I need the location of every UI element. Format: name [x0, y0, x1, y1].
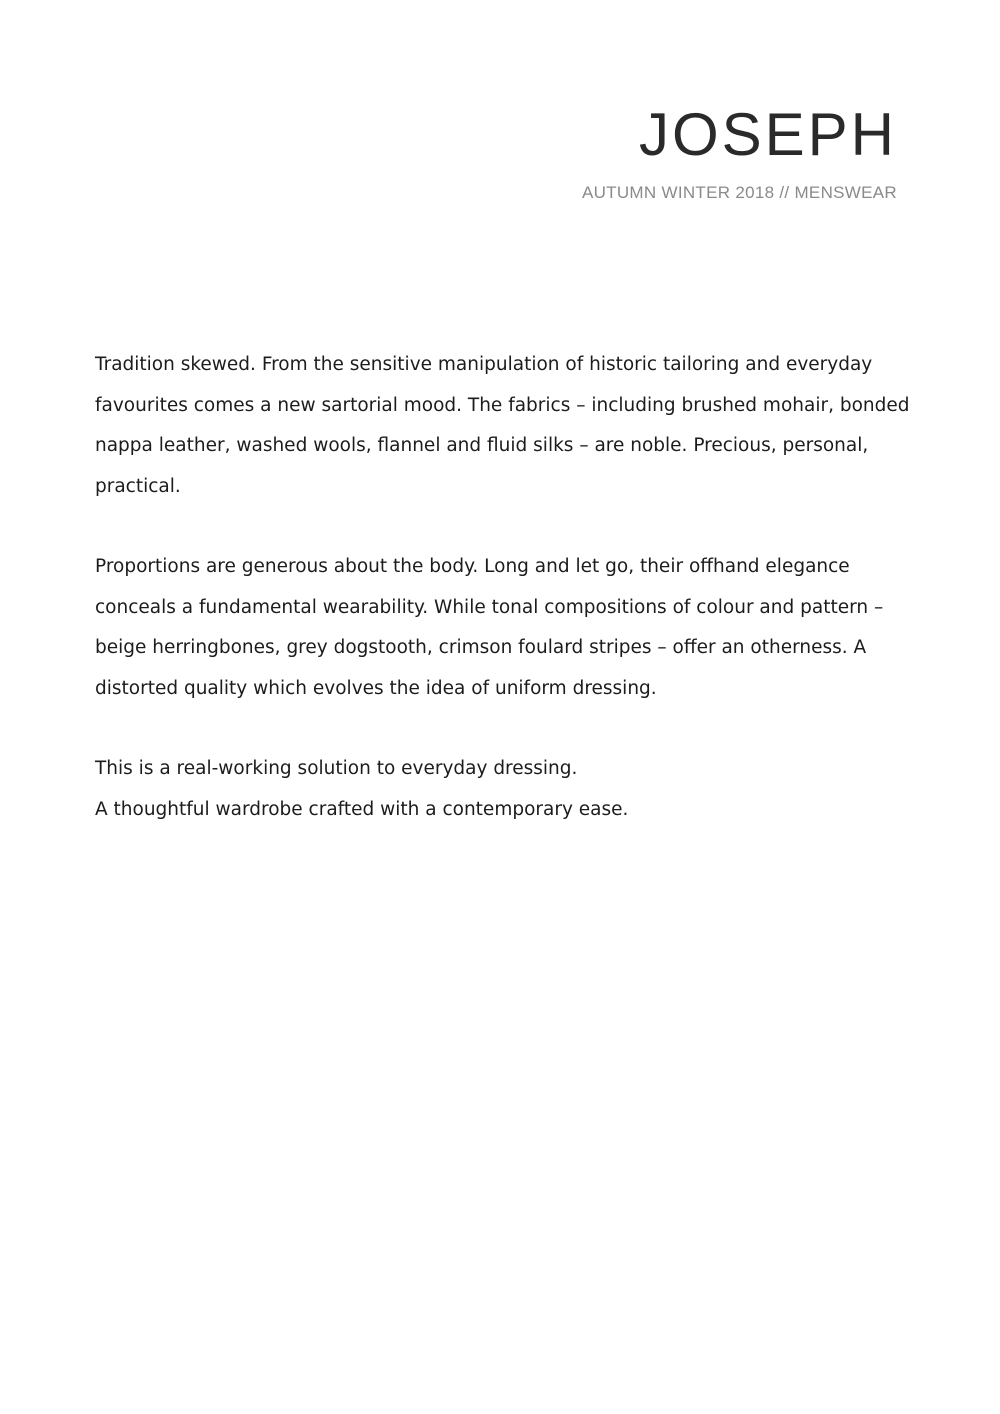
brand-title: JOSEPH: [638, 101, 897, 168]
text-line: Tradition skewed. From the sensitive manipulation of historic tailoring and everyday: [95, 354, 873, 375]
paragraph-3: [95, 749, 905, 830]
body-text: [95, 345, 910, 830]
text-line: distorted quality which evolves the idea of uniform dressing.: [95, 677, 657, 699]
paragraph-2: [95, 547, 905, 709]
text-line: nappa leather, washed wools, flannel and fluid silks – are noble. Precious, personal,: [95, 435, 869, 456]
text-line: favourites comes a new sartorial mood. The fabrics – including brushed mohair, bonded: [95, 394, 910, 416]
collection-subtitle: AUTUMN WINTER 2018 // MENSWEAR: [581, 183, 897, 202]
text-line: beige herringbones, grey dogstooth, crimson foulard stripes – offer an otherness. A: [95, 637, 867, 658]
paragraph-1: [95, 345, 910, 507]
text-line: conceals a fundamental wearability. While tonal compositions of colour and pattern –: [95, 596, 884, 618]
text-line: Proportions are generous about the body. Long and let go, their offhand elegance: [95, 556, 850, 577]
text-line: practical.: [95, 475, 181, 497]
text-line: A thoughtful wardrobe crafted with a contemporary ease.: [95, 798, 629, 820]
masthead: [581, 101, 897, 202]
text-line: This is a real-working solution to everyday dressing.: [95, 758, 578, 779]
